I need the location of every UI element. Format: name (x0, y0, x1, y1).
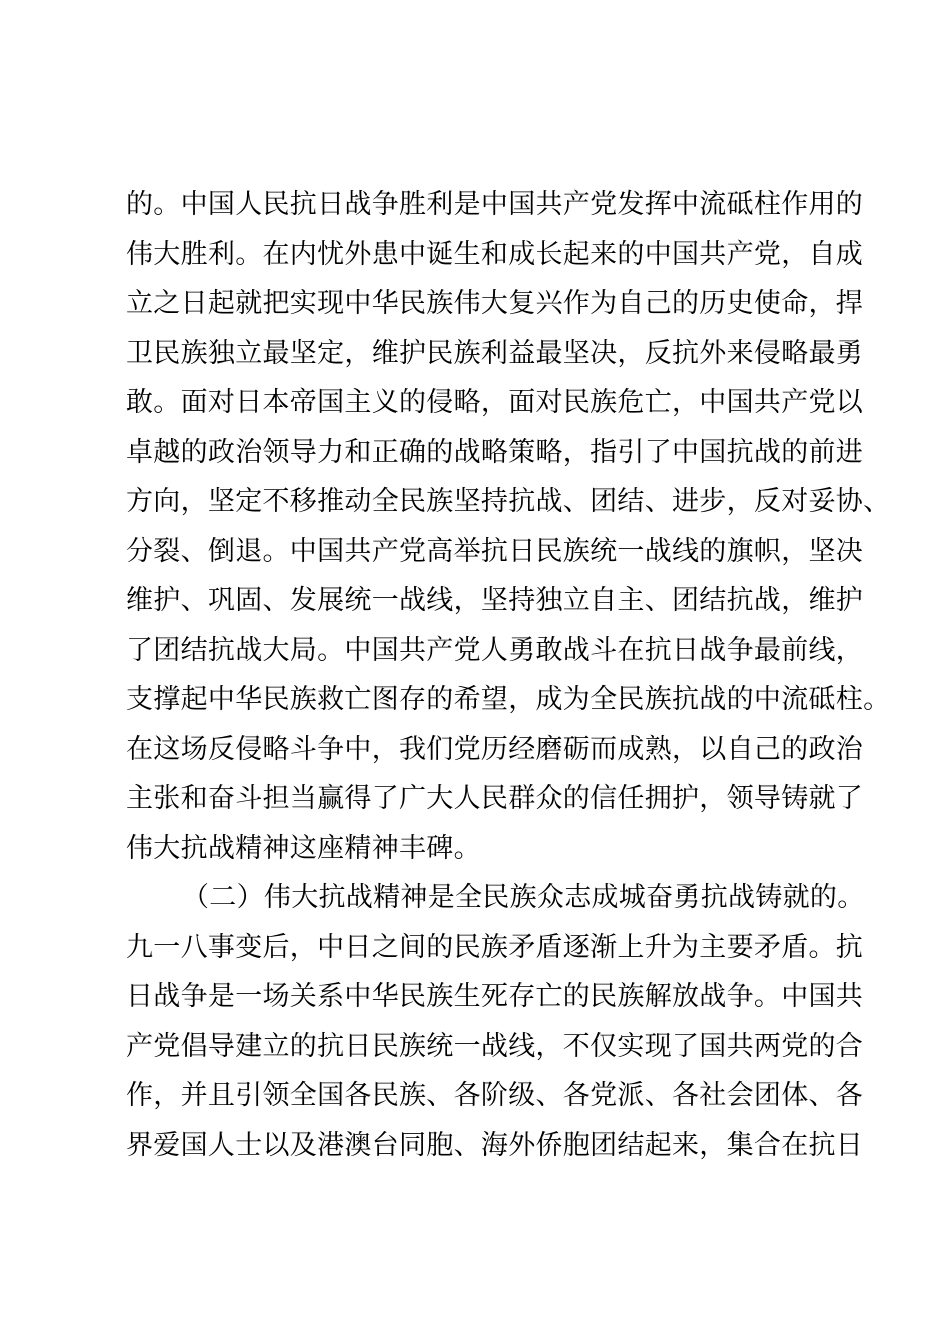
paragraph-2 (126, 873, 865, 1170)
text-line: 了团结抗战大局。中国共产党人勇敢战斗在抗日战争最前线， (126, 634, 864, 666)
body-text (126, 180, 891, 1170)
text-line: 主张和奋斗担当赢得了广大人民群众的信任拥护，领导铸就了 (126, 783, 864, 814)
text-line: 卫民族独立最坚定，维护民族利益最坚决，反抗外来侵略最勇 (126, 337, 864, 369)
text-line: 九一八事变后，中日之间的民族矛盾逐渐上升为主要矛盾。抗 (126, 931, 864, 963)
text-line: 日战争是一场关系中华民族生死存亡的民族解放战争。中国共 (126, 981, 864, 1012)
text-line: 立之日起就把实现中华民族伟大复兴作为自己的历史使命，捍 (126, 288, 864, 319)
paragraph-1 (126, 180, 891, 873)
text-line: 支撑起中华民族救亡图存的希望，成为全民族抗战的中流砥柱。 (126, 684, 891, 715)
text-line: 伟大抗战精神这座精神丰碑。 (126, 832, 481, 864)
text-line: 敢。面对日本帝国主义的侵略，面对民族危亡，中国共产党以 (126, 387, 864, 418)
text-line: 方向，坚定不移推动全民族坚持抗战、团结、进步，反对妥协、 (126, 486, 891, 517)
text-line: 在这场反侵略斗争中，我们党历经磨砺而成熟，以自己的政治 (126, 733, 864, 765)
text-line: 分裂、倒退。中国共产党高举抗日民族统一战线的旗帜，坚决 (126, 535, 864, 567)
text-line: 作，并且引领全国各民族、各阶级、各党派、各社会团体、各 (126, 1080, 864, 1111)
section-heading-line: （二）伟大抗战精神是全民族众志成城奋勇抗战铸就的。 (182, 882, 865, 913)
text-line: 维护、巩固、发展统一战线，坚持独立自主、团结抗战，维护 (126, 585, 864, 616)
text-line: 卓越的政治领导力和正确的战略策略，指引了中国抗战的前进 (126, 436, 864, 468)
text-line: 界爱国人士以及港澳台同胞、海外侨胞团结起来，集合在抗日 (126, 1129, 864, 1161)
text-line: 产党倡导建立的抗日民族统一战线，不仅实现了国共两党的合 (126, 1030, 864, 1062)
text-line: 伟大胜利。在内忧外患中诞生和成长起来的中国共产党，自成 (126, 238, 864, 270)
text-line: 的。中国人民抗日战争胜利是中国共产党发挥中流砥柱作用的 (126, 189, 864, 220)
